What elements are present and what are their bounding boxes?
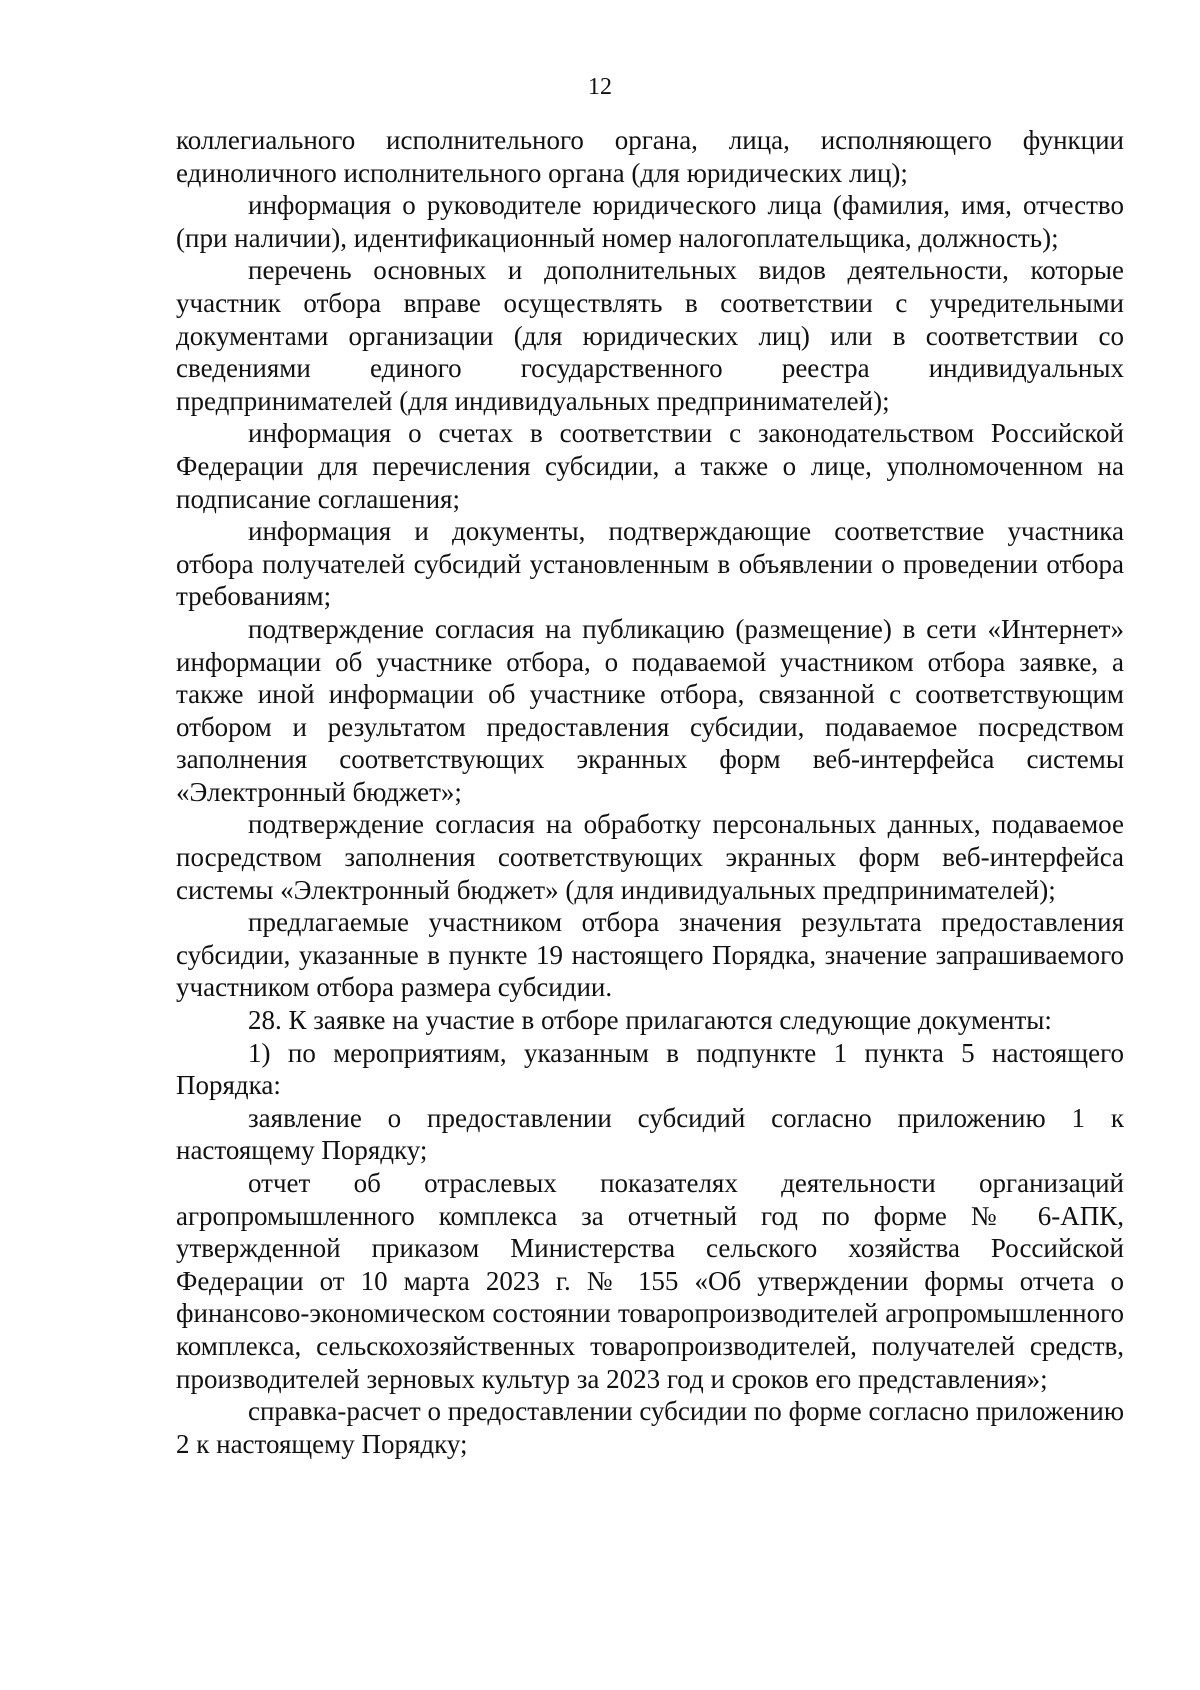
- paragraph: предлагаемые участником отбора значения результата предоставления субсидии, указанные в пункте 19 настоящего Порядка, значение запрашиваемого участником отбора размера субсидии.: [176, 907, 1124, 1003]
- paragraph: отчет об отраслевых показателях деятельности организаций агропромышленного комплекса за отчетный год по форме № 6-АПК, утвержденной приказом Министерства сельского хозяйства Российской Федерации от 10 марта 2023 г. № 155 «Об утверждении формы отчета о финансово-экономическом состоянии товаропроизводителей агропромышленного комплекса, сельскохозяйственных товаропроизводителей, получателей средств, производителей зерновых культур за 2023 год и сроков его представления»;: [176, 1168, 1124, 1394]
- page-number: 12: [588, 74, 612, 100]
- paragraph: 28. К заявке на участие в отборе прилагаются следующие документы:: [248, 1005, 1052, 1036]
- document-body: [176, 124, 1124, 1460]
- paragraph: перечень основных и дополнительных видов деятельности, которые участник отбора вправе осуществлять в соответствии с учредительными документами организации (для юридических лиц) или в соответствии со сведениями единого государственного реестра индивидуальных предпринимателей (для индивидуальных предпринимателей);: [176, 255, 1124, 416]
- paragraph: подтверждение согласия на публикацию (размещение) в сети «Интернет» информации об участнике отбора, о подаваемой участником отбора заявке, а также иной информации об участнике отбора, связанной с соответствующим отбором и результатом предоставления субсидии, подаваемое посредством заполнения соответствующих экранных форм веб-интерфейса системы «Электронный бюджет»;: [176, 613, 1124, 807]
- paragraph: коллегиального исполнительного органа, лица, исполняющего функции единоличного исполнительного органа (для юридических лиц);: [176, 125, 1124, 188]
- paragraph: информация о руководителе юридического лица (фамилия, имя, отчество (при наличии), идентификационный номер налогоплательщика, должность);: [176, 190, 1124, 253]
- paragraph: информация о счетах в соответствии с законодательством Российской Федерации для перечисления субсидии, а также о лице, уполномоченном на подписание соглашения;: [176, 418, 1124, 514]
- paragraph: информация и документы, подтверждающие соответствие участника отбора получателей субсидий установленным в объявлении о проведении отбора требованиям;: [176, 516, 1124, 612]
- paragraph: подтверждение согласия на обработку персональных данных, подаваемое посредством заполнения соответствующих экранных форм веб-интерфейса системы «Электронный бюджет» (для индивидуальных предпринимателей);: [176, 809, 1124, 905]
- paragraph: 1) по мероприятиям, указанным в подпункте 1 пункта 5 настоящего Порядка:: [176, 1037, 1124, 1101]
- paragraph: справка-расчет о предоставлении субсидии по форме согласно приложению 2 к настоящему Порядку;: [176, 1396, 1124, 1459]
- paragraph: заявление о предоставлении субсидий согласно приложению 1 к настоящему Порядку;: [176, 1102, 1124, 1166]
